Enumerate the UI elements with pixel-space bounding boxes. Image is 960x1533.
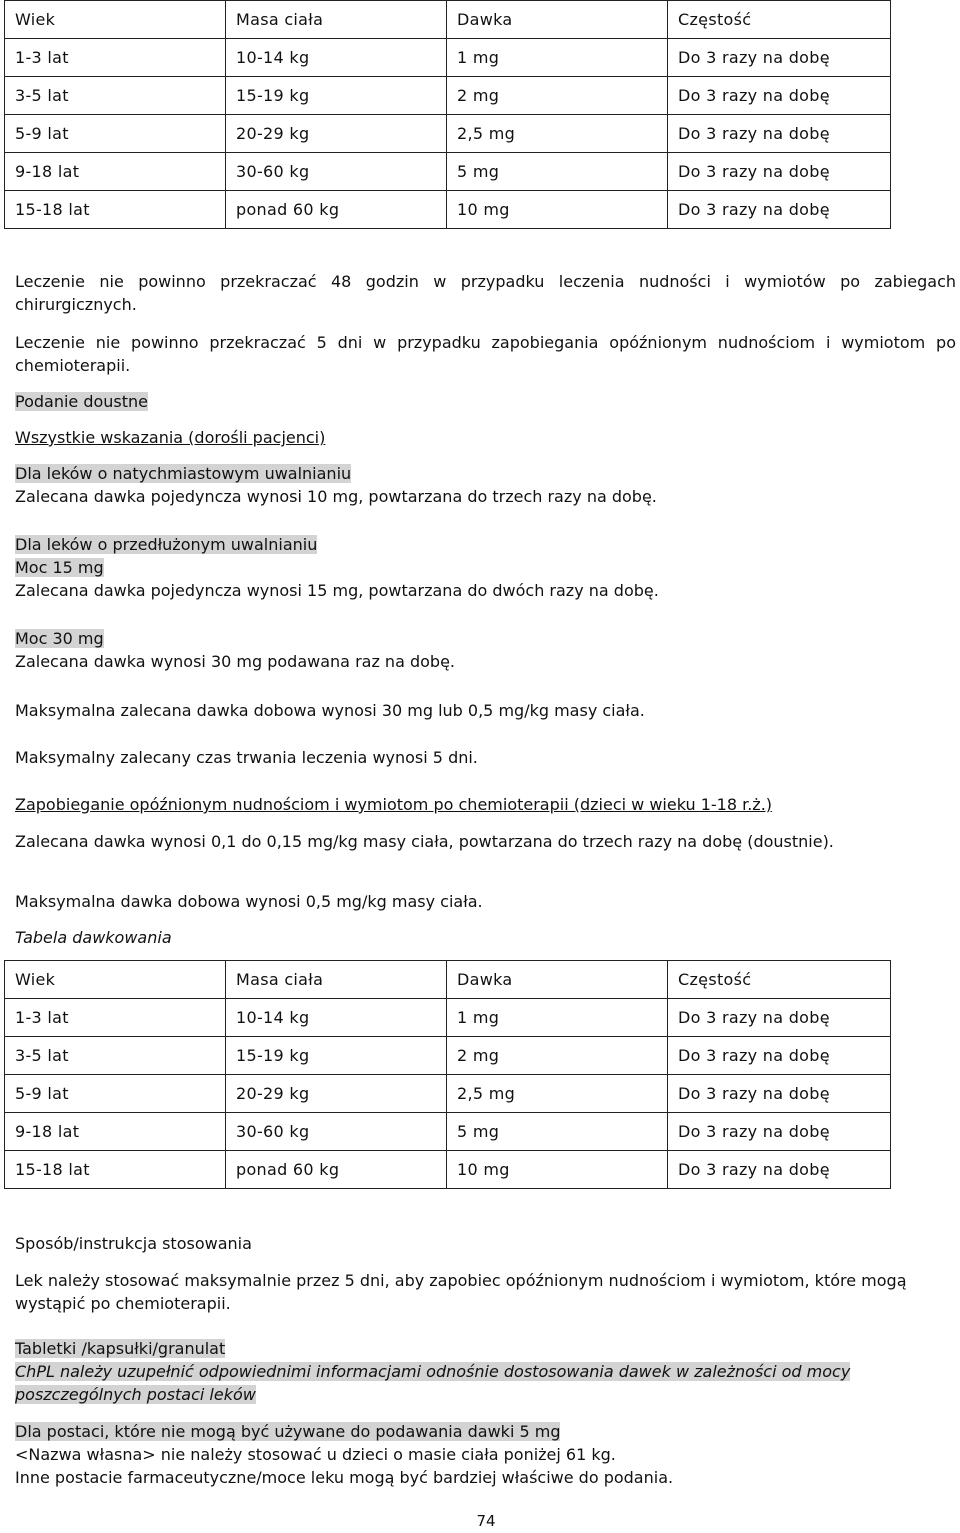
forms-block [15, 1420, 956, 1489]
all-indications-heading: Wszystkie wskazania (dorośli pacjenci) [15, 428, 326, 447]
table-cell: ponad 60 kg [226, 1151, 447, 1189]
table-cell: Do 3 razy na dobę [668, 1075, 891, 1113]
table-cell: Do 3 razy na dobę [668, 1151, 891, 1189]
table-cell: 9-18 lat [5, 1113, 226, 1151]
table-cell: 2,5 mg [447, 1075, 668, 1113]
table-cell: Do 3 razy na dobę [668, 1037, 891, 1075]
tablets-heading: Tabletki /kapsułki/granulat [15, 1339, 226, 1358]
max-duration-text: Maksymalny zalecany czas trwania leczenia wynosi 5 dni. [15, 748, 478, 767]
table-header-row [5, 1, 891, 39]
table-cell: 15-18 lat [5, 1151, 226, 1189]
strength-15-label: Moc 15 mg [15, 558, 104, 577]
table-cell: 1 mg [447, 999, 668, 1037]
prolonged-release-heading: Dla leków o przedłużonym uwalnianiu [15, 535, 318, 554]
table-row [5, 39, 891, 77]
table-cell: 10-14 kg [226, 999, 447, 1037]
table-cell: 20-29 kg [226, 1075, 447, 1113]
table-cell: 5 mg [447, 153, 668, 191]
strength-30-block [15, 627, 956, 673]
header-cell-frequency: Częstość [668, 961, 891, 999]
table-row [5, 77, 891, 115]
dosing-table-caption: Tabela dawkowania [15, 928, 172, 947]
table-cell: 1 mg [447, 39, 668, 77]
nausea-chemo-paragraph: Leczenie nie powinno przekraczać 5 dni w przypadku zapobiegania opóźnionym nudnościom i wymiotom po chemioterapii. [15, 333, 956, 375]
method-heading: Sposób/instrukcja stosowania [15, 1234, 252, 1253]
table-cell: 2,5 mg [447, 115, 668, 153]
table-cell: Do 3 razy na dobę [668, 999, 891, 1037]
table-cell: 2 mg [447, 77, 668, 115]
header-cell-weight: Masa ciała [226, 1, 447, 39]
immediate-release-text: Zalecana dawka pojedyncza wynosi 10 mg, powtarzana do trzech razy na dobę. [15, 487, 657, 506]
forms-line-2: Inne postacie farmaceutyczne/moce leku mogą być bardziej właściwe do podania. [15, 1468, 674, 1487]
table-cell: 2 mg [447, 1037, 668, 1075]
header-cell-dose: Dawka [447, 961, 668, 999]
table-cell: 30-60 kg [226, 1113, 447, 1151]
all-indications-line [15, 426, 956, 449]
table-header-row [5, 961, 891, 999]
strength-15-text: Zalecana dawka pojedyncza wynosi 15 mg, powtarzana do dwóch razy na dobę. [15, 581, 659, 600]
table-row [5, 999, 891, 1037]
table-cell: 1-3 lat [5, 999, 226, 1037]
forms-heading: Dla postaci, które nie mogą być używane do podawania dawki 5 mg [15, 1422, 561, 1441]
prolonged-release-block [15, 533, 956, 602]
table-cell: 3-5 lat [5, 77, 226, 115]
table-cell: Do 3 razy na dobę [668, 115, 891, 153]
table-cell: 9-18 lat [5, 153, 226, 191]
table-row [5, 1075, 891, 1113]
strength-30-text: Zalecana dawka wynosi 30 mg podawana raz na dobę. [15, 652, 455, 671]
table-cell: ponad 60 kg [226, 191, 447, 229]
max-daily-dose-text: Maksymalna zalecana dawka dobowa wynosi 30 mg lub 0,5 mg/kg masy ciała. [15, 701, 645, 720]
table-row [5, 115, 891, 153]
method-text: Lek należy stosować maksymalnie przez 5 dni, aby zapobiec opóźnionym nudnościom i wymiotom, które mogą wystąpić po chemioterapii. [15, 1271, 907, 1313]
tablets-block [15, 1337, 956, 1406]
header-cell-age: Wiek [5, 961, 226, 999]
nausea-surgery-paragraph: Leczenie nie powinno przekraczać 48 godzin w przypadku leczenia nudności i wymiotów po zabiegach chirurgicznych. [15, 272, 956, 314]
children-max-dose-text: Maksymalna dawka dobowa wynosi 0,5 mg/kg masy ciała. [15, 892, 483, 911]
table-cell: Do 3 razy na dobę [668, 191, 891, 229]
table-cell: Do 3 razy na dobę [668, 77, 891, 115]
table-row [5, 1113, 891, 1151]
table-cell: Do 3 razy na dobę [668, 39, 891, 77]
page-number: 74 [476, 1512, 496, 1530]
header-cell-frequency: Częstość [668, 1, 891, 39]
table-cell: 10 mg [447, 191, 668, 229]
table-cell: 5-9 lat [5, 1075, 226, 1113]
dosing-table-top [4, 0, 891, 229]
table-row [5, 153, 891, 191]
children-heading-line [15, 793, 956, 816]
table-cell: 30-60 kg [226, 153, 447, 191]
table-cell: 15-18 lat [5, 191, 226, 229]
tablets-note: ChPL należy uzupełnić odpowiednimi informacjami odnośnie dostosowania dawek w zależności od mocy poszczególnych postaci leków [15, 1362, 851, 1404]
table-row [5, 191, 891, 229]
header-cell-age: Wiek [5, 1, 226, 39]
forms-line-1: <Nazwa własna> nie należy stosować u dzieci o masie ciała poniżej 61 kg. [15, 1445, 616, 1464]
header-cell-dose: Dawka [447, 1, 668, 39]
table-cell: 15-19 kg [226, 1037, 447, 1075]
table-cell: 20-29 kg [226, 115, 447, 153]
strength-30-label: Moc 30 mg [15, 629, 104, 648]
children-prevention-heading: Zapobieganie opóźnionym nudnościom i wymiotom po chemioterapii (dzieci w wieku 1-18 r.ż.) [15, 795, 773, 814]
children-dose-text: Zalecana dawka wynosi 0,1 do 0,15 mg/kg masy ciała, powtarzana do trzech razy na dobę (doustnie). [15, 832, 834, 851]
table-cell: 5 mg [447, 1113, 668, 1151]
table-row [5, 1151, 891, 1189]
oral-administration-heading: Podanie doustne [15, 392, 149, 411]
table-cell: Do 3 razy na dobę [668, 153, 891, 191]
table-cell: 15-19 kg [226, 77, 447, 115]
table-cell: 5-9 lat [5, 115, 226, 153]
table-cell: 10 mg [447, 1151, 668, 1189]
table-row [5, 1037, 891, 1075]
dosing-table-children [4, 960, 891, 1189]
table-cell: 1-3 lat [5, 39, 226, 77]
table-cell: 10-14 kg [226, 39, 447, 77]
oral-heading-line [15, 390, 956, 413]
table-cell: Do 3 razy na dobę [668, 1113, 891, 1151]
header-cell-weight: Masa ciała [226, 961, 447, 999]
table-cell: 3-5 lat [5, 1037, 226, 1075]
immediate-release-block [15, 462, 956, 508]
immediate-release-heading: Dla leków o natychmiastowym uwalnianiu [15, 464, 352, 483]
